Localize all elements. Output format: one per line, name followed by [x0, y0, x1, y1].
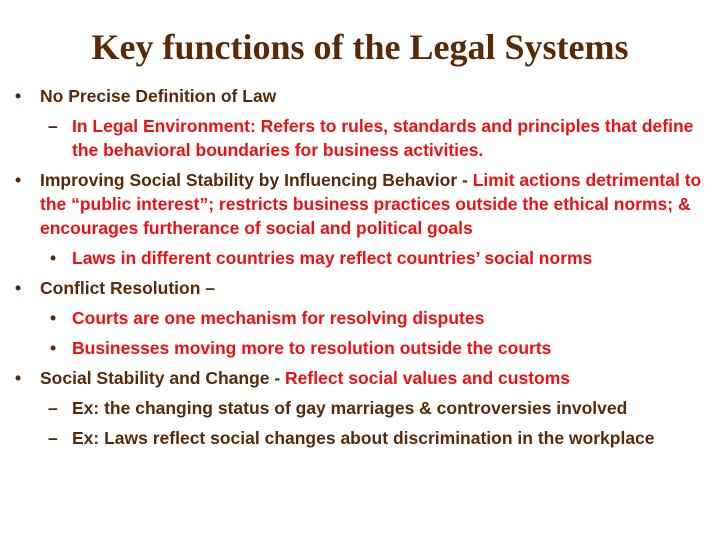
bullet-icon: •	[15, 368, 22, 388]
dash-icon: –	[48, 398, 58, 418]
bullet-item	[0, 168, 720, 240]
bullet-list	[0, 84, 720, 450]
sub-bullet-item	[0, 114, 720, 162]
bullet-text: Ex: Laws reflect social changes about discrimination in the workplace	[72, 428, 655, 448]
bullet-text-lead: Conflict Resolution –	[40, 278, 215, 298]
bullet-icon: •	[50, 338, 57, 358]
slide-title: Key functions of the Legal Systems	[91, 27, 629, 67]
bullet-text: Ex: the changing status of gay marriages & controversies involved	[72, 398, 628, 418]
dash-icon: –	[48, 116, 58, 136]
bullet-item	[0, 84, 720, 108]
sub-bullet-item	[0, 336, 720, 360]
dash-icon: –	[48, 428, 58, 448]
bullet-icon: •	[15, 86, 22, 106]
sub-bullet-item	[0, 246, 720, 270]
bullet-text: Businesses moving more to resolution outside the courts	[72, 338, 552, 358]
bullet-text-detail: Limit actions detrimental to the “public interest”; restricts business practices outside the ethical norms; & encourages furtherance of social and political goals	[40, 170, 702, 238]
bullet-icon: •	[50, 308, 57, 328]
bullet-icon: •	[15, 278, 22, 298]
sub-bullet-item	[0, 396, 720, 420]
bullet-text: Courts are one mechanism for resolving disputes	[72, 308, 485, 328]
bullet-text: In Legal Environment: Refers to rules, standards and principles that define the behavioral boundaries for business activities.	[72, 116, 694, 160]
bullet-item	[0, 366, 720, 390]
bullet-icon: •	[15, 170, 22, 190]
bullet-text-lead: Improving Social Stability by Influencing Behavior -	[40, 170, 473, 190]
bullet-text-detail: Reflect social values and customs	[285, 368, 571, 388]
bullet-icon: •	[50, 248, 57, 268]
bullet-text-lead: Social Stability and Change -	[40, 368, 286, 388]
bullet-item	[0, 276, 720, 300]
bullet-text: Laws in different countries may reflect countries’ social norms	[72, 248, 593, 268]
bullet-text-lead: No Precise Definition of Law	[40, 86, 277, 106]
sub-bullet-item	[0, 306, 720, 330]
sub-bullet-item	[0, 426, 720, 450]
